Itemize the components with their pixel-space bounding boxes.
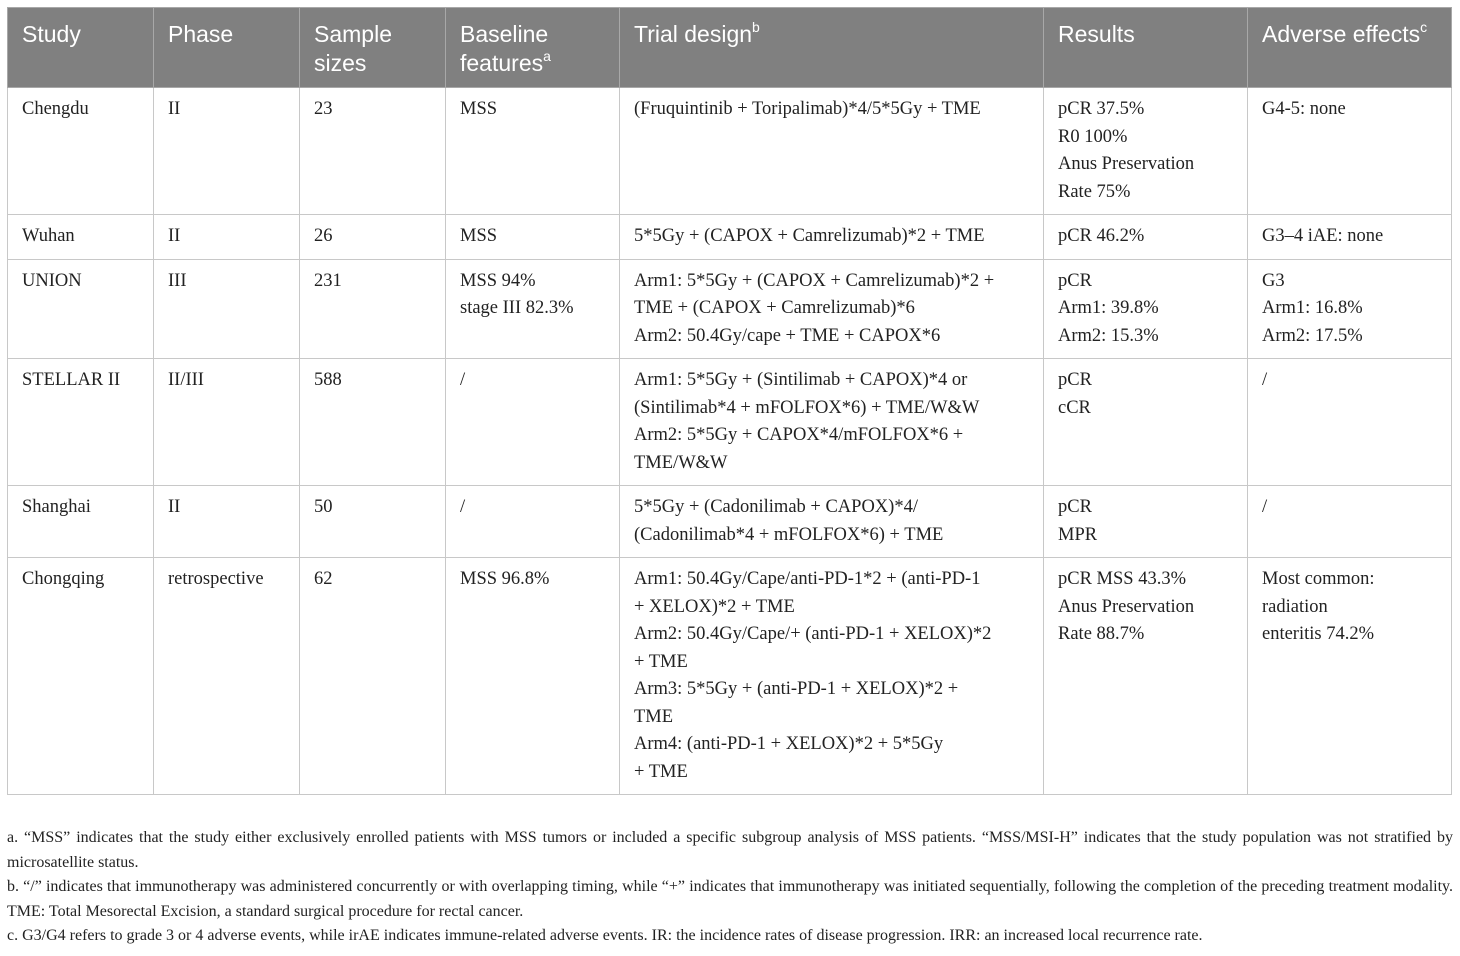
- results-cell: [1044, 486, 1248, 558]
- sample-text: 50: [314, 497, 333, 517]
- footnotes: [7, 826, 1453, 949]
- baseline-cell: [446, 486, 620, 558]
- table-body: [8, 88, 1452, 795]
- design-line: Arm1: 50.4Gy/Cape/anti-PD-1*2 + (anti-PD-1: [634, 569, 981, 589]
- baseline-line: /: [460, 370, 466, 390]
- sample-text: 26: [314, 226, 333, 246]
- design-line: Arm3: 5*5Gy + (anti-PD-1 + XELOX)*2 +: [634, 679, 959, 699]
- results-line: Rate 75%: [1058, 181, 1131, 202]
- results-line: pCR 46.2%: [1058, 226, 1145, 246]
- study-cell: [8, 486, 154, 558]
- design-cell: [620, 259, 1044, 359]
- results-line: pCR MSS 43.3%: [1058, 569, 1186, 589]
- adverse-line: G3–4 iAE: none: [1262, 226, 1384, 246]
- design-cell: [620, 215, 1044, 260]
- header-cell: [154, 8, 300, 88]
- study-cell: [8, 558, 154, 795]
- design-cell: [620, 558, 1044, 795]
- design-line: TME: [634, 706, 674, 727]
- study-cell: [8, 88, 154, 215]
- phase-text: II: [168, 99, 181, 119]
- design-line: (Sintilimab*4 + mFOLFOX*6) + TME/W&W: [634, 397, 980, 418]
- adverse-line: G4-5: none: [1262, 99, 1346, 119]
- adverse-cell: [1248, 259, 1452, 359]
- sample-cell: [300, 215, 446, 260]
- footnote-b: b. “/” indicates that immunotherapy was administered concurrently or with overlapping timing, while “+” indicates that immunotherapy was initiated sequentially, following the completion of the preceding treatment modality. TME: Total Mesorectal Excision, a standard surgical procedure for rectal cancer.: [7, 878, 1453, 920]
- baseline-cell: [446, 88, 620, 215]
- adverse-line: radiation: [1262, 596, 1328, 617]
- header-cell: [1044, 8, 1248, 88]
- phase-text: II: [168, 497, 181, 517]
- sample-text: 588: [314, 370, 342, 390]
- phase-text: III: [168, 270, 187, 291]
- sample-cell: [300, 259, 446, 359]
- header-label: Adverse effects: [1262, 21, 1421, 47]
- design-line: Arm1: 5*5Gy + (Sintilimab + CAPOX)*4 or: [634, 370, 968, 390]
- results-cell: [1044, 88, 1248, 215]
- table-row: [8, 215, 1452, 260]
- results-line: MPR: [1058, 524, 1098, 545]
- design-line: Arm1: 5*5Gy + (CAPOX + Camrelizumab)*2 +: [634, 270, 995, 291]
- header-label: Baseline features: [460, 21, 549, 76]
- sample-text: 23: [314, 99, 333, 119]
- results-line: Arm2: 15.3%: [1058, 325, 1159, 346]
- study-text: UNION: [22, 270, 82, 291]
- header-label: Study: [22, 21, 81, 47]
- design-line: 5*5Gy + (Cadonilimab + CAPOX)*4/: [634, 497, 918, 517]
- header-cell: [620, 8, 1044, 88]
- design-line: (Fruquintinib + Toripalimab)*4/5*5Gy + TME: [634, 99, 981, 119]
- baseline-cell: [446, 215, 620, 260]
- table-row: [8, 259, 1452, 359]
- sample-cell: [300, 486, 446, 558]
- phase-cell: [154, 359, 300, 486]
- header-label: Phase: [168, 21, 234, 47]
- design-line: + TME: [634, 761, 688, 782]
- results-line: Arm1: 39.8%: [1058, 298, 1159, 318]
- results-line: Anus Preservation: [1058, 154, 1195, 174]
- trial-table-container: [7, 7, 1451, 795]
- results-cell: [1044, 215, 1248, 260]
- results-line: pCR: [1058, 497, 1092, 517]
- design-line: Arm2: 50.4Gy/cape + TME + CAPOX*6: [634, 325, 941, 346]
- adverse-line: Arm1: 16.8%: [1262, 298, 1363, 318]
- design-line: Arm2: 50.4Gy/Cape/+ (anti-PD-1 + XELOX)*2: [634, 624, 992, 644]
- design-line: Arm4: (anti-PD-1 + XELOX)*2 + 5*5Gy: [634, 734, 944, 754]
- study-text: Shanghai: [22, 497, 91, 517]
- header-label: Sample sizes: [314, 21, 392, 76]
- study-cell: [8, 259, 154, 359]
- header-cell: [1248, 8, 1452, 88]
- header-label: Results: [1058, 21, 1135, 47]
- adverse-cell: [1248, 558, 1452, 795]
- adverse-line: G3: [1262, 270, 1285, 291]
- design-line: Arm2: 5*5Gy + CAPOX*4/mFOLFOX*6 +: [634, 425, 964, 445]
- phase-text: II/III: [168, 370, 204, 390]
- study-cell: [8, 215, 154, 260]
- results-line: Anus Preservation: [1058, 596, 1195, 617]
- adverse-cell: [1248, 359, 1452, 486]
- adverse-cell: [1248, 88, 1452, 215]
- footnote-c: c. G3/G4 refers to grade 3 or 4 adverse events, while irAE indicates immune-related adverse events. IR: the incidence rates of disease progression. IRR: an increased local recurrence rate.: [7, 927, 1203, 944]
- results-line: Rate 88.7%: [1058, 624, 1145, 644]
- phase-cell: [154, 486, 300, 558]
- sample-cell: [300, 359, 446, 486]
- adverse-line: /: [1262, 370, 1268, 390]
- header-label: Trial design: [634, 21, 753, 47]
- baseline-cell: [446, 558, 620, 795]
- header-cell: [300, 8, 446, 88]
- header-cell: [446, 8, 620, 88]
- phase-cell: [154, 558, 300, 795]
- results-line: R0 100%: [1058, 126, 1128, 147]
- phase-text: II: [168, 226, 181, 246]
- results-cell: [1044, 558, 1248, 795]
- phase-text: retrospective: [168, 569, 264, 589]
- sample-text: 231: [314, 270, 342, 291]
- design-line: TME + (CAPOX + Camrelizumab)*6: [634, 298, 915, 318]
- footnote-a: a. “MSS” indicates that the study either exclusively enrolled patients with MSS tumors or included a specific subgroup analysis of MSS patients. “MSS/MSI-H” indicates that the study population was not stratified by microsatellite status.: [7, 829, 1453, 871]
- adverse-line: enteritis 74.2%: [1262, 624, 1375, 644]
- study-cell: [8, 359, 154, 486]
- baseline-line: MSS: [460, 226, 498, 246]
- sample-text: 62: [314, 569, 333, 589]
- study-text: Chongqing: [22, 569, 105, 589]
- adverse-cell: [1248, 215, 1452, 260]
- adverse-line: /: [1262, 497, 1268, 517]
- table-row: [8, 486, 1452, 558]
- design-line: + XELOX)*2 + TME: [634, 596, 795, 617]
- design-cell: [620, 359, 1044, 486]
- study-text: Wuhan: [22, 226, 75, 246]
- design-cell: [620, 88, 1044, 215]
- header-footnote-marker: b: [752, 19, 760, 35]
- header-footnote-marker: a: [543, 48, 551, 64]
- design-line: 5*5Gy + (CAPOX + Camrelizumab)*2 + TME: [634, 226, 985, 246]
- results-line: pCR: [1058, 370, 1092, 390]
- table-row: [8, 359, 1452, 486]
- baseline-cell: [446, 359, 620, 486]
- results-line: pCR 37.5%: [1058, 99, 1145, 119]
- phase-cell: [154, 259, 300, 359]
- study-text: Chengdu: [22, 99, 89, 119]
- results-line: cCR: [1058, 397, 1091, 418]
- baseline-line: MSS 94%: [460, 270, 536, 291]
- design-line: TME/W&W: [634, 452, 728, 473]
- design-cell: [620, 486, 1044, 558]
- phase-cell: [154, 88, 300, 215]
- table-header-row: [8, 8, 1452, 88]
- baseline-line: MSS 96.8%: [460, 569, 550, 589]
- table-row: [8, 88, 1452, 215]
- phase-cell: [154, 215, 300, 260]
- header-footnote-marker: c: [1420, 19, 1428, 35]
- design-line: + TME: [634, 651, 688, 672]
- design-line: (Cadonilimab*4 + mFOLFOX*6) + TME: [634, 524, 944, 545]
- header-cell: [8, 8, 154, 88]
- table-row: [8, 558, 1452, 795]
- baseline-cell: [446, 259, 620, 359]
- sample-cell: [300, 558, 446, 795]
- adverse-line: Most common:: [1262, 569, 1375, 589]
- results-cell: [1044, 359, 1248, 486]
- adverse-cell: [1248, 486, 1452, 558]
- results-line: pCR: [1058, 270, 1092, 291]
- trial-table: [7, 7, 1452, 795]
- baseline-line: /: [460, 497, 466, 517]
- sample-cell: [300, 88, 446, 215]
- adverse-line: Arm2: 17.5%: [1262, 325, 1363, 346]
- baseline-line: MSS: [460, 99, 498, 119]
- study-text: STELLAR II: [22, 370, 121, 390]
- results-cell: [1044, 259, 1248, 359]
- baseline-line: stage III 82.3%: [460, 298, 574, 318]
